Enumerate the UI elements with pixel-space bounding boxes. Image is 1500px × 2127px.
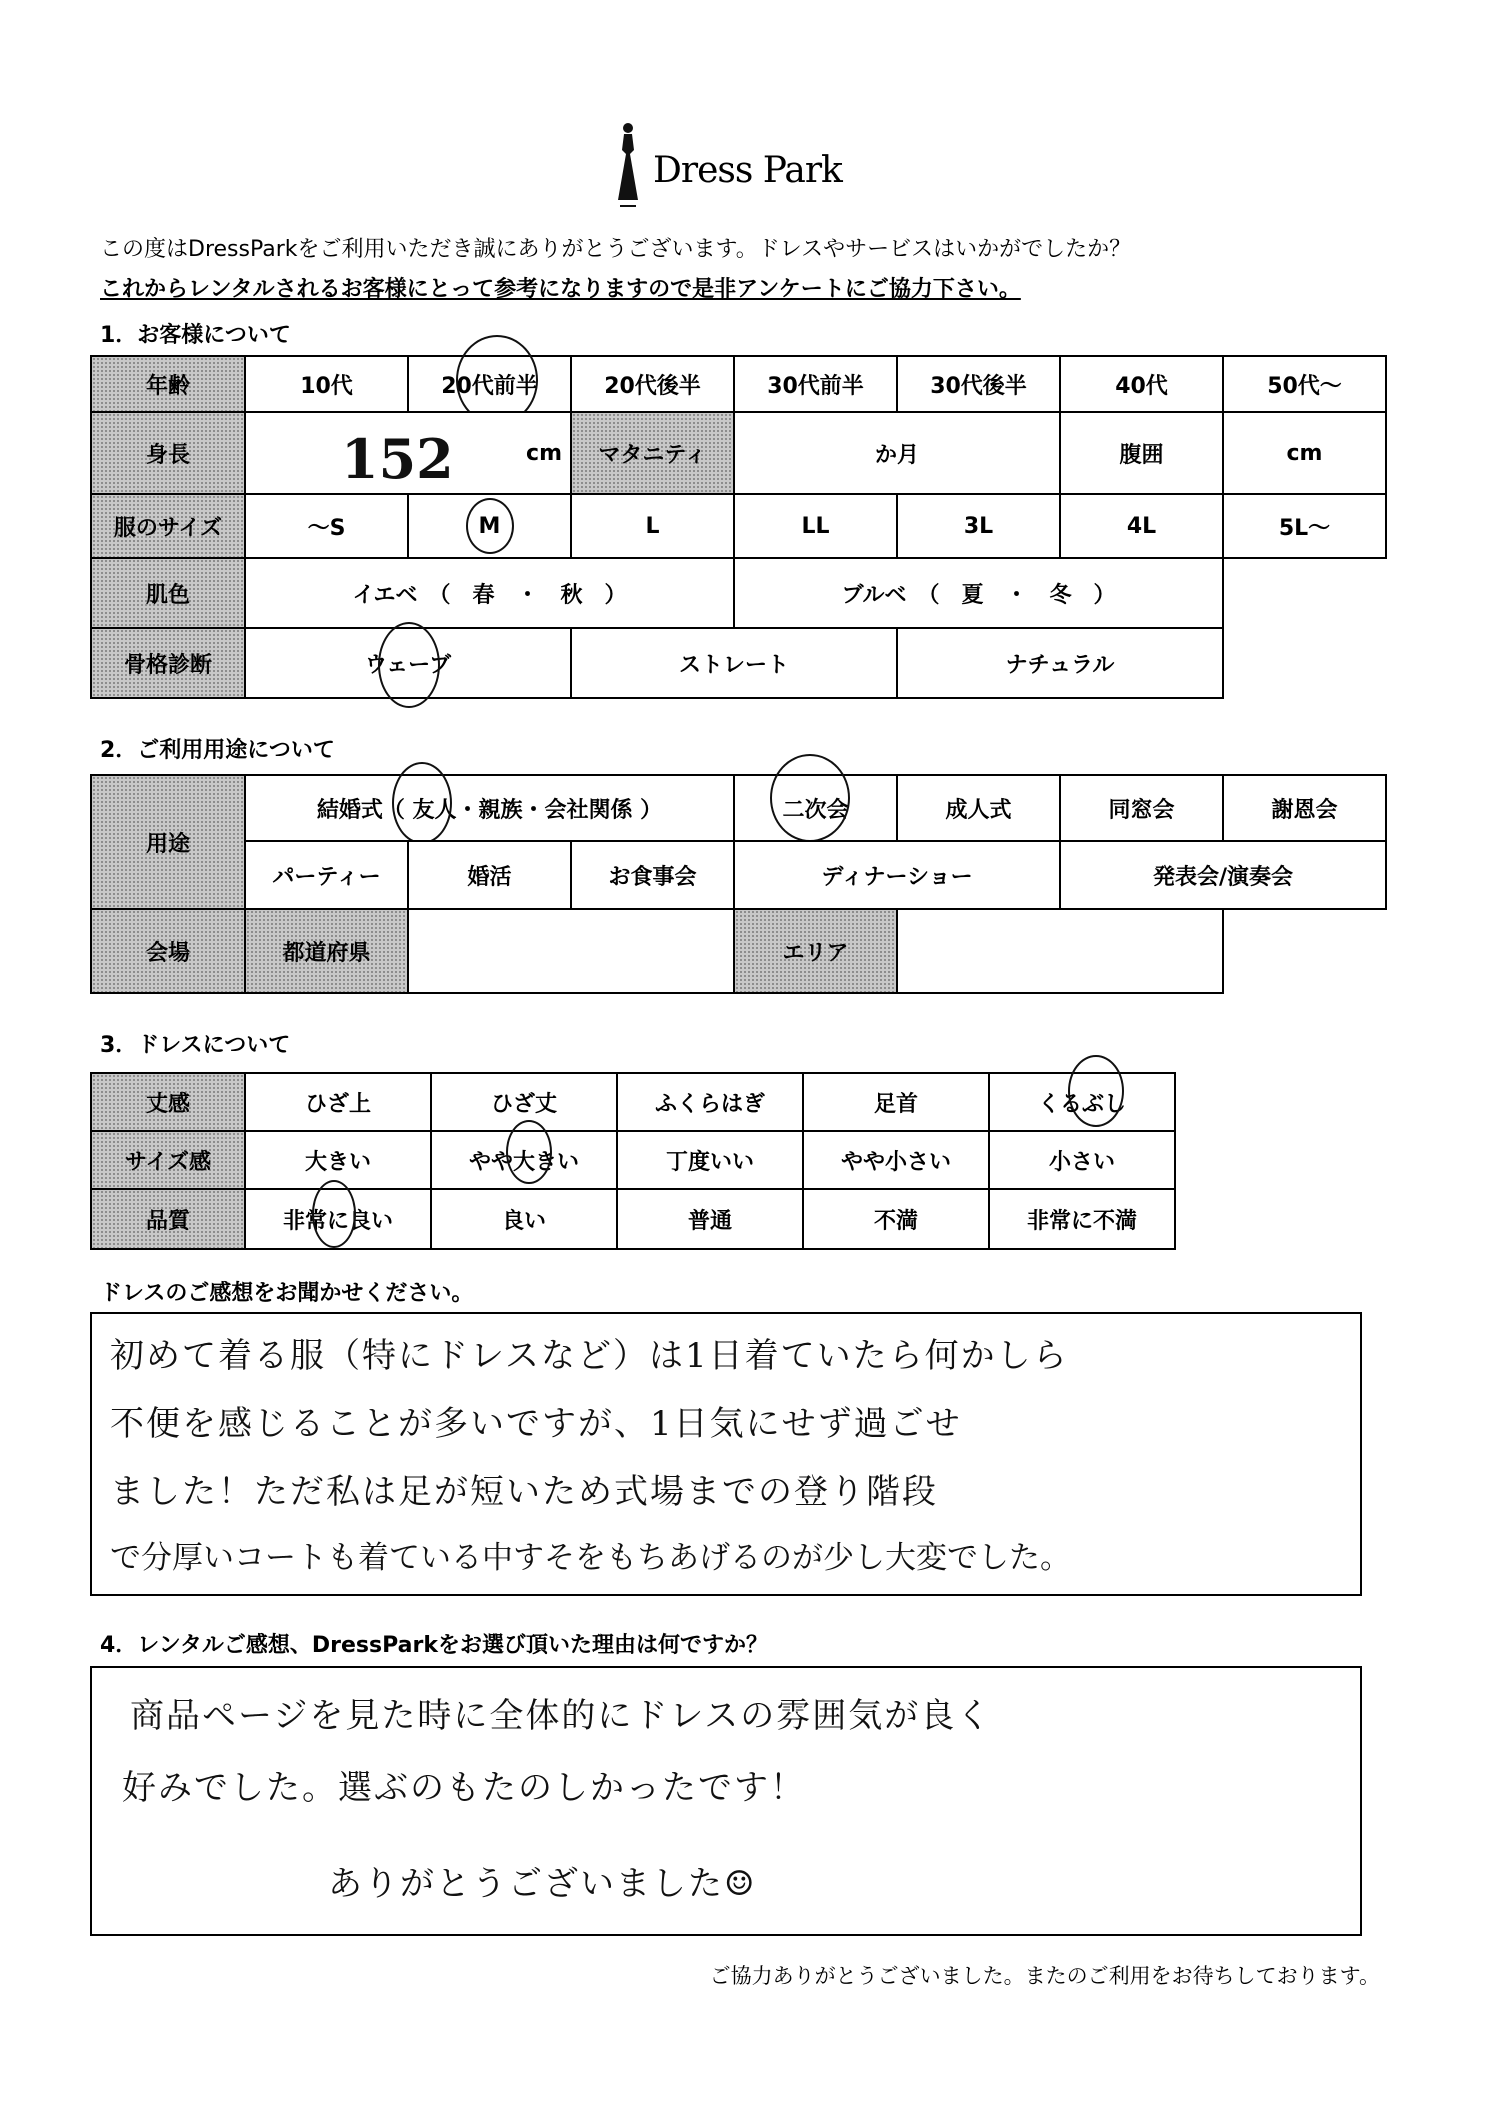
- age-option[interactable]: 40代: [1059, 355, 1224, 413]
- height-field[interactable]: [244, 411, 572, 495]
- length-option[interactable]: くるぶし: [988, 1072, 1176, 1132]
- height-unit: cm: [526, 440, 562, 466]
- months-unit: か月: [874, 442, 919, 468]
- usage-option[interactable]: 二次会: [733, 774, 898, 842]
- usage-option[interactable]: お食事会: [570, 840, 735, 910]
- fit-option[interactable]: 丁度いい: [616, 1130, 804, 1190]
- size-option[interactable]: LL: [733, 493, 898, 559]
- length-label: 丈感: [90, 1072, 246, 1132]
- size-label: 服のサイズ: [90, 493, 246, 559]
- feedback-line: ました！ただ私は足が短いため式場までの登り階段: [110, 1472, 938, 1512]
- length-option[interactable]: ひざ上: [244, 1072, 432, 1132]
- skin-option[interactable]: ブルベ （ 夏 ・ 冬 ）: [733, 557, 1224, 629]
- intro-text: この度はDressParkをご利用いただき誠にありがとうございます。ドレスやサービスはいかがでしたか？: [100, 237, 1132, 262]
- size-option[interactable]: L: [570, 493, 735, 559]
- belly-field[interactable]: [1222, 411, 1387, 495]
- fit-option[interactable]: 小さい: [988, 1130, 1176, 1190]
- usage-option[interactable]: パーティー: [244, 840, 409, 910]
- usage-label: 用途: [90, 774, 246, 910]
- quality-option[interactable]: 良い: [430, 1188, 618, 1250]
- size-option[interactable]: 4L: [1059, 493, 1224, 559]
- length-option[interactable]: ふくらはぎ: [616, 1072, 804, 1132]
- frame-label: 骨格診断: [90, 627, 246, 699]
- height-value: 152: [341, 427, 454, 491]
- skin-option[interactable]: イエベ （ 春 ・ 秋 ）: [244, 557, 735, 629]
- selection-circle: [392, 762, 452, 844]
- age-option[interactable]: 10代: [244, 355, 409, 413]
- age-option[interactable]: 30代後半: [896, 355, 1061, 413]
- usage-option[interactable]: 発表会/演奏会: [1059, 840, 1387, 910]
- fit-option[interactable]: やや小さい: [802, 1130, 990, 1190]
- belly-unit: cm: [1286, 440, 1323, 466]
- size-option[interactable]: 3L: [896, 493, 1061, 559]
- footer-thanks: ご協力ありがとうございました。またのご利用をお待ちしております。: [709, 1964, 1380, 1988]
- section1-title: 1．お客様について: [100, 323, 291, 348]
- skin-label: 肌色: [90, 557, 246, 629]
- area-field[interactable]: [896, 908, 1224, 994]
- age-option[interactable]: 30代前半: [733, 355, 898, 413]
- dress-silhouette-icon: [608, 120, 648, 210]
- size-option[interactable]: ～S: [244, 493, 409, 559]
- maternity-months-field[interactable]: [733, 411, 1061, 495]
- reason-line: 商品ページを見た時に全体的にドレスの雰囲気が良く: [130, 1696, 993, 1736]
- usage-option[interactable]: 成人式: [896, 774, 1061, 842]
- size-option[interactable]: M: [407, 493, 572, 559]
- usage-option[interactable]: 婚活: [407, 840, 572, 910]
- usage-option[interactable]: ディナーショー: [733, 840, 1061, 910]
- feedback-line: 初めて着る服（特にドレスなど）は1日着ていたら何かしら: [110, 1336, 1069, 1376]
- brand-name: Dress Park: [653, 150, 842, 191]
- prefecture-field[interactable]: [407, 908, 735, 994]
- reason-line: 好みでした。選ぶのもたのしかったです！: [122, 1768, 806, 1808]
- fit-option[interactable]: やや大きい: [430, 1130, 618, 1190]
- frame-option[interactable]: ウェーブ: [244, 627, 572, 699]
- frame-option[interactable]: ストレート: [570, 627, 898, 699]
- intro-request: これからレンタルされるお客様にとって参考になりますので是非アンケートにご協力下さい。: [100, 277, 1021, 302]
- selection-circle: [1068, 1055, 1124, 1127]
- belly-label: 腹囲: [1059, 411, 1224, 495]
- quality-option[interactable]: 非常に不満: [988, 1188, 1176, 1250]
- frame-option[interactable]: ナチュラル: [896, 627, 1224, 699]
- size-option[interactable]: 5L～: [1222, 493, 1387, 559]
- height-label: 身長: [90, 411, 246, 495]
- section2-title: 2．ご利用用途について: [100, 738, 335, 763]
- fit-option[interactable]: 大きい: [244, 1130, 432, 1190]
- selection-circle: [506, 1120, 552, 1184]
- maternity-label: マタニティ: [570, 411, 735, 495]
- age-option[interactable]: 20代後半: [570, 355, 735, 413]
- quality-option[interactable]: 不満: [802, 1188, 990, 1250]
- length-option[interactable]: 足首: [802, 1072, 990, 1132]
- section3-title: 3．ドレスについて: [100, 1033, 291, 1058]
- selection-circle: [312, 1180, 356, 1248]
- venue-label: 会場: [90, 908, 246, 994]
- selection-circle: [770, 754, 850, 842]
- feedback-box[interactable]: [90, 1312, 1362, 1596]
- length-option[interactable]: ひざ丈: [430, 1072, 618, 1132]
- quality-label: 品質: [90, 1188, 246, 1250]
- usage-option[interactable]: 同窓会: [1059, 774, 1224, 842]
- age-option[interactable]: 50代～: [1222, 355, 1387, 413]
- reason-box[interactable]: [90, 1666, 1362, 1936]
- usage-option[interactable]: 結婚式（ 友人・親族・会社関係 ）: [244, 774, 735, 842]
- area-label: エリア: [733, 908, 898, 994]
- selection-circle: [466, 498, 514, 554]
- dresspark-logo: [608, 120, 848, 210]
- feedback-line: で分厚いコートも着ている中すそをもちあげるのが少し大変でした。: [110, 1540, 1071, 1576]
- age-option[interactable]: 20代前半: [407, 355, 572, 413]
- selection-circle: [378, 622, 440, 708]
- fit-label: サイズ感: [90, 1130, 246, 1190]
- prefecture-label: 都道府県: [244, 908, 409, 994]
- reason-line: ありがとうございました☺: [328, 1864, 757, 1904]
- section4-title: 4．レンタルご感想、DressParkをお選び頂いた理由は何ですか？: [100, 1633, 768, 1658]
- feedback-title: ドレスのご感想をお聞かせください。: [100, 1281, 474, 1306]
- age-label: 年齢: [90, 355, 246, 413]
- usage-option[interactable]: 謝恩会: [1222, 774, 1387, 842]
- feedback-line: 不便を感じることが多いですが、1日気にせず過ごせ: [110, 1404, 962, 1444]
- quality-option[interactable]: 非常に良い: [244, 1188, 432, 1250]
- quality-option[interactable]: 普通: [616, 1188, 804, 1250]
